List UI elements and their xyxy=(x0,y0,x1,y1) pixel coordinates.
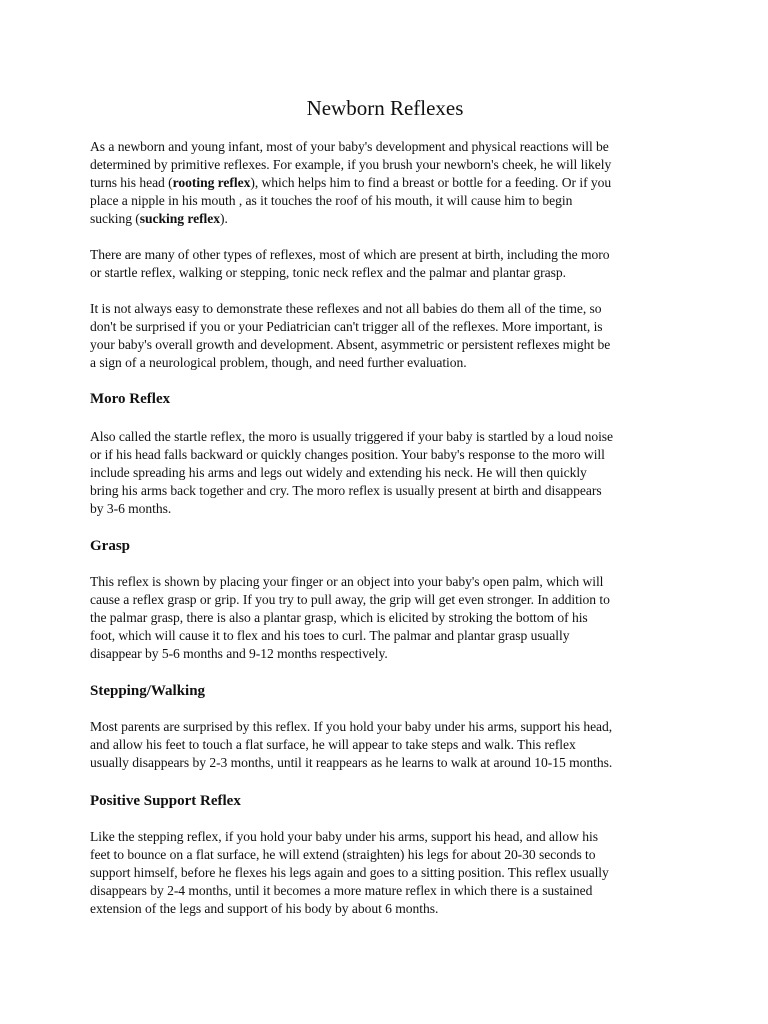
grasp-line-3: the palmar grasp, there is also a plantar grasp, which is elicited by stroking the bottom of his xyxy=(90,610,588,625)
support-line-4: disappears by 2-4 months, until it becomes a more mature reflex in which there is a sustained xyxy=(90,883,593,898)
rooting-reflex-term: rooting reflex xyxy=(172,175,251,190)
support-line-5: extension of the legs and support of his body by about 6 months. xyxy=(90,901,439,916)
stepping-line-3: usually disappears by 2-3 months, until it reappears as he learns to walk at around 10-15 months. xyxy=(90,755,613,770)
moro-line-2: or if his head falls backward or quickly changes position. Your baby's response to the moro will xyxy=(90,447,605,462)
grasp-line-5: disappear by 5-6 months and 9-12 months respectively. xyxy=(90,646,388,661)
moro-line-5: by 3-6 months. xyxy=(90,501,172,516)
intro-line-4: place a nipple in his mouth , as it touches the roof of his mouth, it will cause him to begin xyxy=(90,193,573,208)
intro-text: ). xyxy=(220,211,228,226)
sucking-reflex-term: sucking reflex xyxy=(139,211,220,226)
types-line-1: There are many of other types of reflexes, most of which are present at birth, including the moro xyxy=(90,247,610,262)
support-line-2: feet to bounce on a flat surface, he will extend (straighten) his legs for about 20-30 seconds to xyxy=(90,847,596,862)
moro-line-4: bring his arms back together and cry. The moro reflex is usually present at birth and disappears xyxy=(90,483,602,498)
note-line-4: a sign of a neurological problem, though, and need further evaluation. xyxy=(90,355,467,370)
moro-line-3: include spreading his arms and legs out widely and extending his neck. He will then quickly xyxy=(90,465,587,480)
grasp-heading: Grasp xyxy=(90,538,131,554)
intro-text: sucking ( xyxy=(90,211,140,226)
intro-line-1: As a newborn and young infant, most of your baby's development and physical reactions will be xyxy=(90,139,609,154)
support-heading: Positive Support Reflex xyxy=(90,793,241,809)
document-title: Newborn Reflexes xyxy=(306,96,464,120)
note-line-1: It is not always easy to demonstrate these reflexes and not all babies do them all of the time, so xyxy=(90,301,602,316)
intro-line-2: determined by primitive reflexes. For example, if you brush your newborn's cheek, he will likely xyxy=(90,157,612,172)
moro-line-1: Also called the startle reflex, the moro is usually triggered if your baby is startled by a loud noise xyxy=(90,429,614,444)
note-line-3: your baby's overall growth and development. Absent, asymmetric or persistent reflexes might be xyxy=(90,337,611,352)
grasp-line-2: cause a reflex grasp or grip. If you try to pull away, the grip will get even stronger. In addition to xyxy=(90,592,610,607)
types-line-2: or startle reflex, walking or stepping, tonic neck reflex and the palmar and plantar grasp. xyxy=(90,265,566,280)
grasp-line-4: foot, which will cause it to flex and his toes to curl. The palmar and plantar grasp usually xyxy=(90,628,570,643)
note-line-2: don't be surprised if you or your Pediatrician can't trigger all of the reflexes. More important, is xyxy=(90,319,603,334)
stepping-line-1: Most parents are surprised by this reflex. If you hold your baby under his arms, support his head, xyxy=(90,719,613,734)
intro-line-3 xyxy=(90,174,611,192)
intro-line-5 xyxy=(90,210,228,228)
intro-text: turns his head ( xyxy=(90,175,173,190)
grasp-line-1: This reflex is shown by placing your finger or an object into your baby's open palm, which will xyxy=(90,574,604,589)
intro-text: ), which helps him to find a breast or bottle for a feeding. Or if you xyxy=(250,175,612,190)
support-line-3: support himself, before he flexes his legs again and goes to a sitting position. This reflex usually xyxy=(90,865,609,880)
stepping-line-2: and allow his feet to touch a flat surface, he will appear to take steps and walk. This reflex xyxy=(90,737,576,752)
moro-heading: Moro Reflex xyxy=(90,391,171,407)
support-line-1: Like the stepping reflex, if you hold your baby under his arms, support his head, and allow his xyxy=(90,829,598,844)
stepping-heading: Stepping/Walking xyxy=(90,683,206,699)
